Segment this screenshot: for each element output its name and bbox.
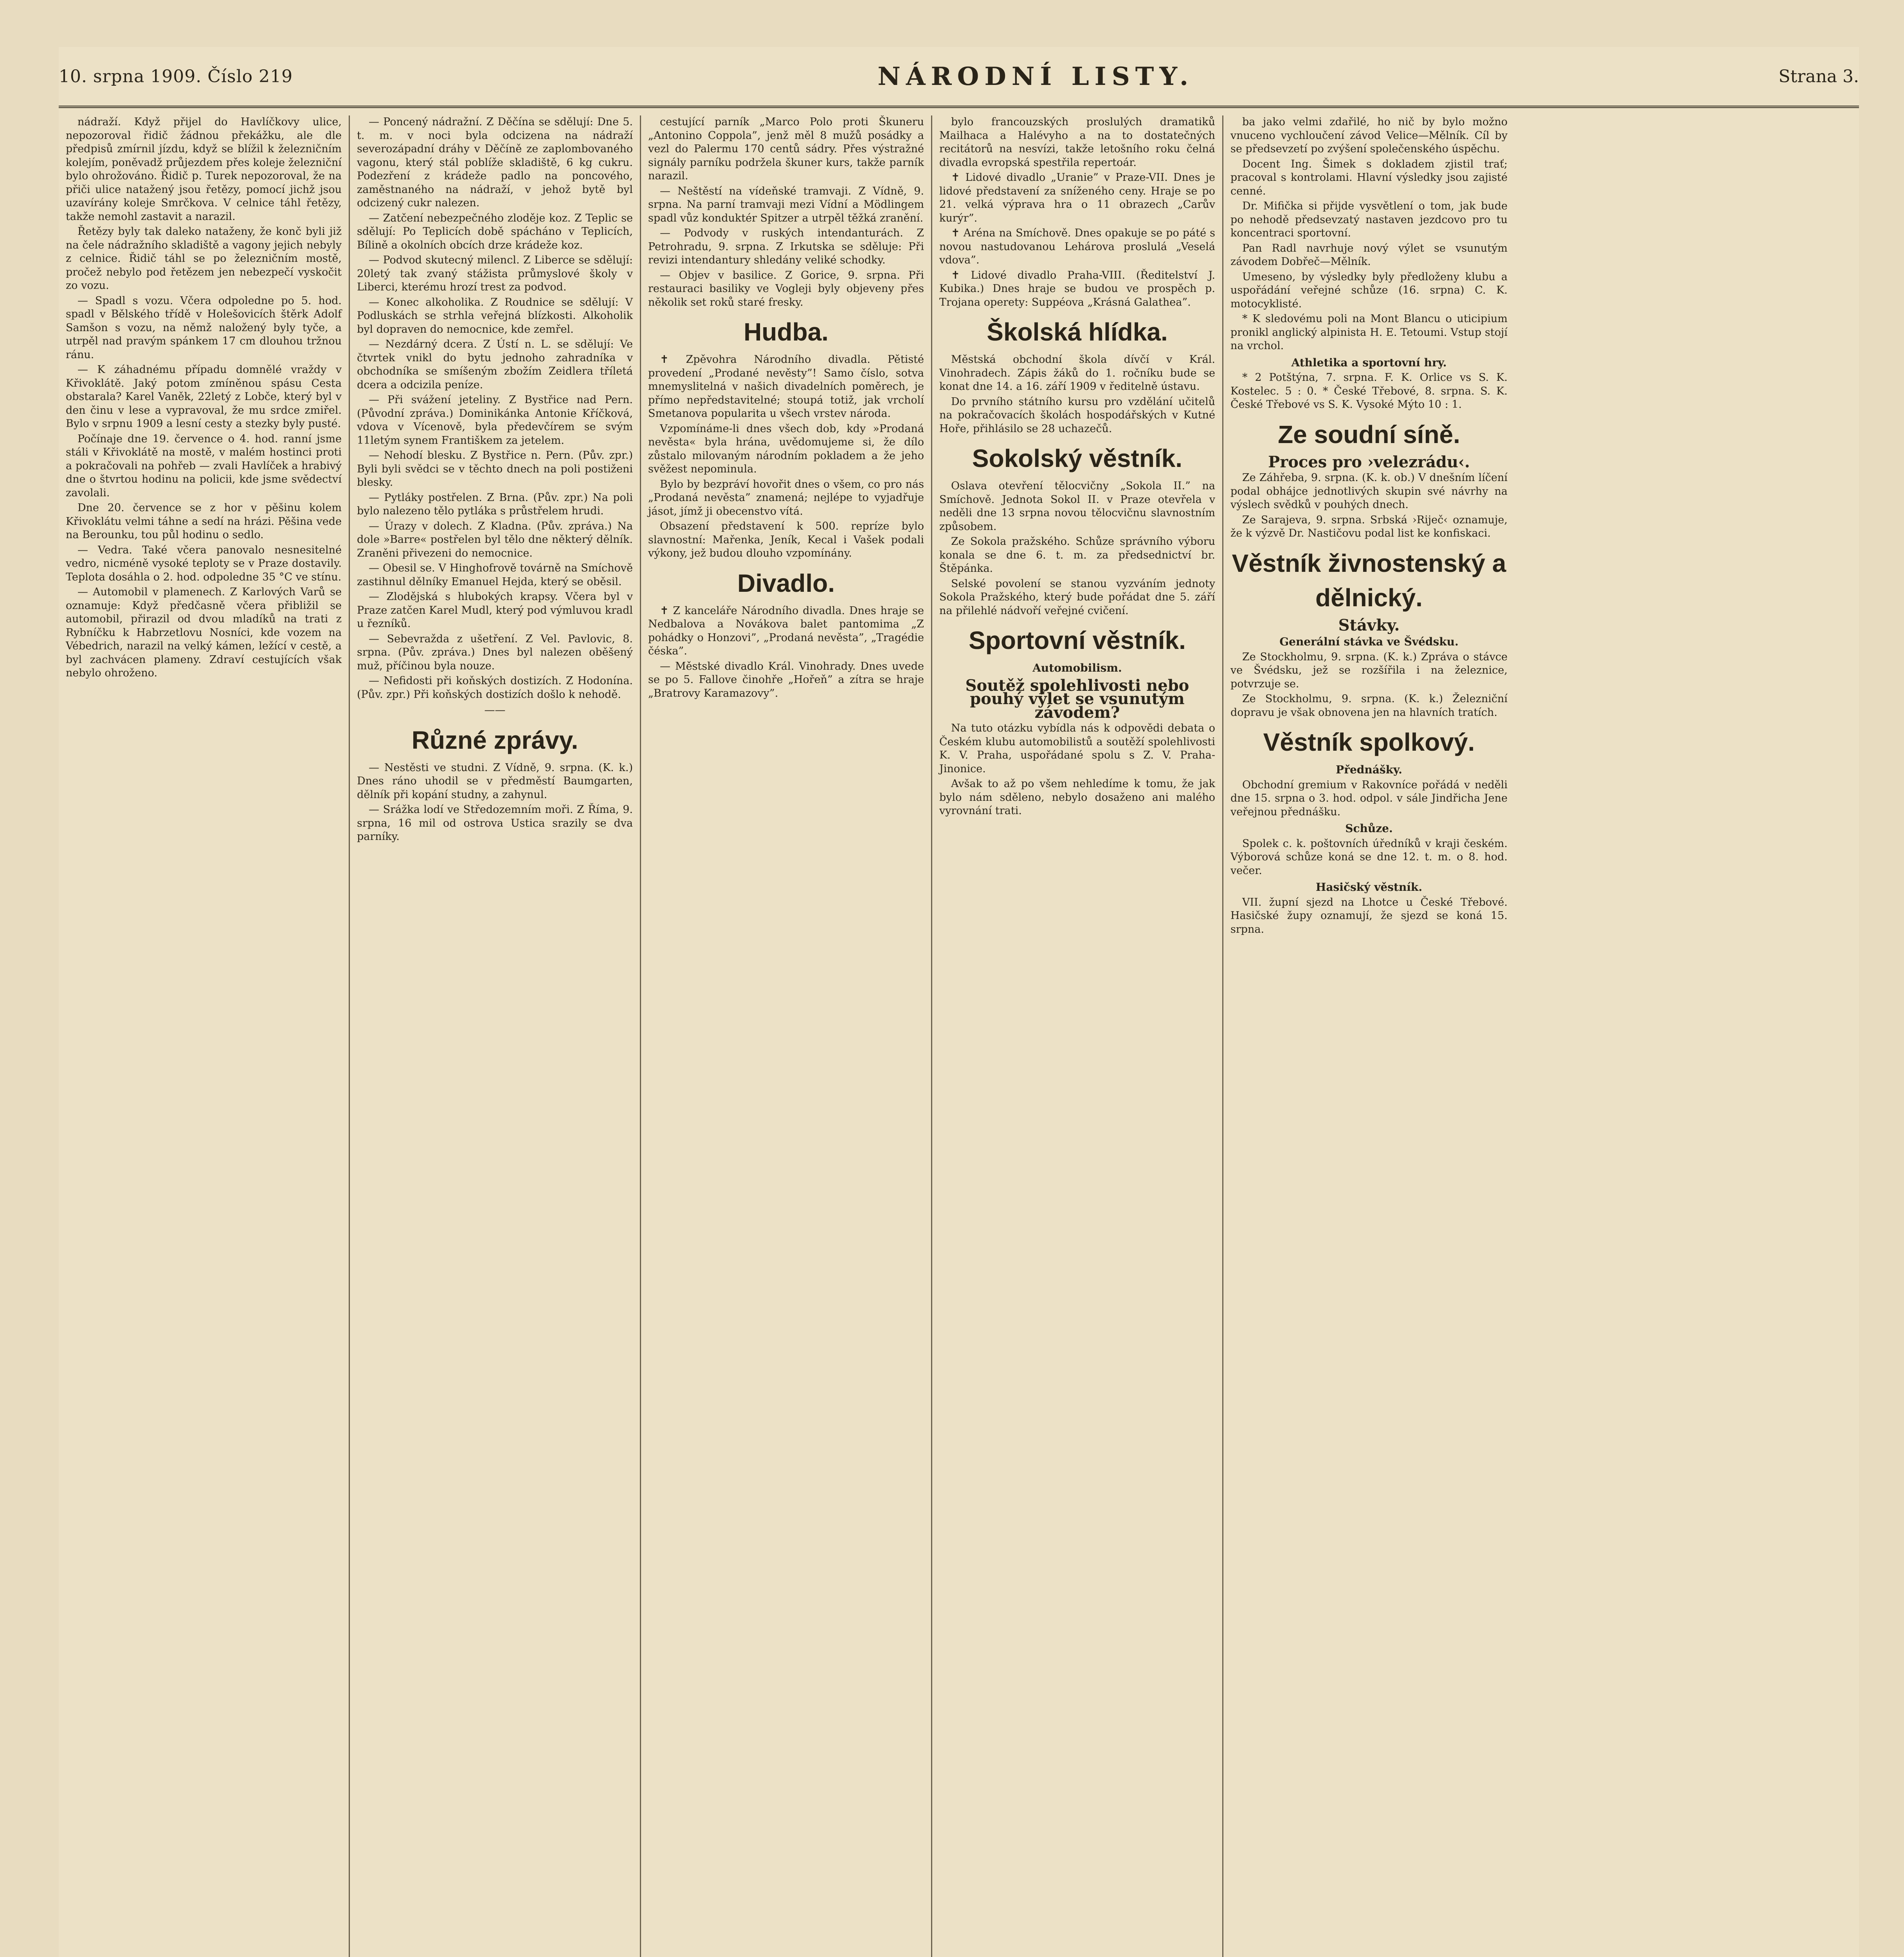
section-heading: Divadlo. — [737, 569, 835, 597]
article-paragraph: — Srážka lodí ve Středozemním moři. Z Říma, 9. srpna, 16 mil od ostrova Ustica srazily se dva parníky. — [357, 804, 633, 843]
article-paragraph: — Nezdárný dcera. Z Ústí n. L. se sdělují: Ve čtvrtek vnikl do bytu jednoho zahradníka v obchodníka se smíšeným zbožím Zeidlera tříletá dcera a odcizila peníze. — [357, 338, 633, 391]
article-paragraph: * K sledovému poli na Mont Blancu o uticipium pronikl anglický alpinista H. E. Tetoumi. Vstup stojí na vrchol. — [1230, 313, 1508, 352]
article-paragraph: — Nestěsti ve studni. Z Vídně, 9. srpna. (K. k.) Dnes ráno uhodil se v předměstí Baumgarten, dělník při kopání studny, a zahynul. — [357, 761, 633, 801]
article-paragraph: — Zatčení nebezpečného zloděje koz. Z Teplic se sdělují: Po Teplicích době spácháno v Teplicích, Bílině a okolních obcích drze krádeže koz. — [357, 212, 633, 251]
sub-heading: Stávky. — [1338, 616, 1400, 634]
kicker-heading: Athletika a sportovní hry. — [1291, 356, 1447, 369]
article-paragraph: Bylo by bezpráví hovořit dnes o všem, co pro nás „Prodaná nevěsta” znamená; nejlépe to vyjadřuje jásot, jímž ji obecenstvo vítá. — [648, 478, 924, 517]
column-3 — [641, 115, 932, 1957]
article-paragraph: Do prvního státního kursu pro vzdělání učitelů na pokračovacích školách hospodářských v Kutné Hoře, přihlásilo se 28 uchazečů. — [939, 395, 1215, 435]
article-paragraph: ✝ Lidové divadlo Praha-VIII. (Ředitelství J. Kubika.) Dnes hraje se budou ve prospěch p. Trojana operety: Suppéova „Krásná Galathea”. — [939, 269, 1215, 308]
column-1 — [59, 115, 350, 1957]
article-paragraph: — Městské divadlo Král. Vinohrady. Dnes uvede se po 5. Fallove činohře „Hořeň” a zítra se hraje „Bratrovy Karamazovy”. — [648, 660, 924, 699]
article-paragraph: — Nefidosti při koňských dostizích. Z Hodonína. (Pův. zpr.) Při koňských dostizích došlo k nehodě. — [357, 675, 633, 701]
article-paragraph: — Neštěstí na vídeňské tramvaji. Z Vídně, 9. srpna. Na parní tramvaji mezi Vídní a Mödlingem spadl vůz konduktér Spitzer a utrpěl těžká zranění. — [648, 185, 924, 224]
article-paragraph: Dr. Mifička si přijde vysvětlení o tom, jak bude po nehodě předsevzatý nastaven jezdcovo pro tu koncentraci sportovní. — [1230, 200, 1508, 239]
kicker-heading: Hasičský věstník. — [1315, 881, 1423, 894]
article-paragraph: * 2 Potštýna, 7. srpna. F. K. Orlice vs S. K. Kostelec. 5 : 0. * České Třebové, 8. srpna. S. K. České Třebové vs S. K. Vysoké Mýto 10 : 1. — [1230, 371, 1508, 411]
sub-heading: Soutěž spolehlivosti nebo pouhý výlet se vsunutým závodem? — [965, 676, 1189, 722]
article-paragraph: ✝ Zpěvohra Národního divadla. Pětisté provedení „Prodané nevěsty”! Samo číslo, sotva mnemyslitelná v našich divadelních poměrech, je přímo nepředstavitelné; stoupá totiž, jak vrcholí Smetanova popularita u všech vrstev národa. — [648, 353, 924, 420]
article-paragraph: Oslava otevření tělocvičny „Sokola II.” na Smíchově. Jednota Sokol II. v Praze otevřela v neděli dne 13 srpna novou tělocvičnu slavnostním způsobem. — [939, 480, 1215, 533]
article-paragraph: — Zlodějská s hlubokých krapsy. Včera byl v Praze zatčen Karel Mudl, který pod výmluvou kradl u řezníků. — [357, 591, 633, 630]
section-heading: Různé zprávy. — [411, 726, 578, 754]
article-paragraph: Městská obchodní škola dívčí v Král. Vinohradech. Zápis žáků do 1. ročníku bude se konat dne 14. a 16. září 1909 v ředitelně ústavu. — [939, 353, 1215, 393]
article-paragraph: — Automobil v plamenech. Z Karlových Varů se oznamuje: Když předčasně včera přibližil se automobil, přirazil od dvou mladíků na trati z Rybníčku k Habrzetlovu Nosníci, kde vozem na Vébedrich, narazil na velký kámen, ležící v cestě, a byl zachvácen plameny. Zdraví cestujících však nebylo ohroženo. — [66, 586, 342, 679]
section-heading: Věstník živnostenský a dělnický. — [1232, 549, 1506, 612]
article-paragraph: Spolek c. k. poštovních úředníků v kraji českém. Výborová schůze koná se dne 12. t. m. o 8. hod. večer. — [1230, 837, 1508, 877]
article-paragraph: ba jako velmi zdařilé, ho nič by bylo možno vnuceno vychloučení závod Velice—Mělník. Cíl by se předsevzetí po zvýšení společenského úspěchu. — [1230, 116, 1508, 155]
article-columns — [59, 115, 1859, 1957]
article-paragraph: — Podvod skutecný milencl. Z Liberce se sdělují: 20letý tak zvaný stážista průmyslové školy v Liberci, kterému hrozí trest za podvod. — [357, 254, 633, 293]
article-paragraph: Obchodní gremium v Rakovníce pořádá v neděli dne 15. srpna o 3. hod. odpol. v sále Jindřicha Jene veřejnou přednášku. — [1230, 778, 1508, 818]
article-paragraph: — Vedra. Také včera panovalo nesnesitelné vedro, nicméně vysoké teploty se v Praze dostavily. Teplota dosáhla o 2. hod. odpoledne 35 °C ve stínu. — [66, 544, 342, 583]
article-paragraph: ✝ Z kanceláře Národního divadla. Dnes hraje se Nedbalova a Novákova balet pantomima „Z pohádky o Honzovi”, „Prodaná nevěsta”, „Tragédie čéska”. — [648, 604, 924, 657]
article-paragraph: bylo francouzských proslulých dramatiků Mailhaca a Halévyho a na to dostatečných recitátorů na nesvízi, takže letošního roku čelná divadla evropská spestřila repertoár. — [939, 116, 1215, 169]
article-paragraph: — K záhadnému případu domnělé vraždy v Křivoklátě. Jaký potom zmíněnou spásu Cesta obstarala? Karel Vaněk, 22letý z Lobče, který byl v den činu v lese a vypravoval, že mu srdce zmiřel. Bylo v srpnu 1909 a lesní cesty a stezky byly pusté. — [66, 364, 342, 430]
article-paragraph: Avšak to až po všem nehledíme k tomu, že jak bylo nám sděleno, nebylo dosaženo ani malého vyrovnání trati. — [939, 778, 1215, 817]
article-paragraph: — Obesil se. V Hinghofrově továrně na Smíchově zastihnul dělníky Emanuel Hejda, který se oběsil. — [357, 562, 633, 588]
article-paragraph: — Úrazy v dolech. Z Kladna. (Pův. zpráva.) Na dole »Barre« postřelen byl tělo dne některý dělník. Zraněni přivezeni do nemocnice. — [357, 520, 633, 559]
article-paragraph: — Spadl s vozu. Včera odpoledne po 5. hod. spadl v Bělského třídě v Holešovicích štěrk Adolf Samšon s vozu, na němž naložený byly tyče, a utrpěl nad pravým spánkem 17 cm dlouhou tržnou ránu. — [66, 294, 342, 361]
article-paragraph: cestující parník „Marco Polo proti Škuneru „Antonino Coppola”, jenž měl 8 mužů posádky a vezl do Palermu 170 centů sádry. Přes výstražné signály parníku podržela škuner kurs, takže parník narazil. — [648, 116, 924, 182]
article-paragraph: — Nehodí blesku. Z Bystřice n. Pern. (Pův. zpr.) Byli byli svědci se v těchto dnech na poli postiženi blesky. — [357, 449, 633, 488]
article-paragraph: ✝ Lidové divadlo „Uranie” v Praze-VII. Dnes je lidové představení za sníženého ceny. Hraje se po 21. velká výprava hra o 11 obrazech „Carův kurýr”. — [939, 171, 1215, 224]
section-heading: Věstník spolkový. — [1263, 728, 1475, 756]
kicker-heading: Generální stávka ve Švédsku. — [1279, 635, 1459, 648]
article-paragraph: Řetězy byly tak daleko nataženy, že konč byli již na čele nádražního skladiště a vagony jejich nebyly z celnice. Řidič táhl se po železničním mostě, pročež nebylo pod řetězem jen nebezpečí vyskočit zo vozu. — [66, 225, 342, 292]
article-paragraph: nádraží. Když přijel do Havlíčkovy ulice, nepozoroval řidič žádnou překážku, ale dle předpisů zmírnil jízdu, když se blížil k železničním kolejím, poněvadž průjezdem přes koleje železniční bylo ohrožováno. Řidič p. Turek nepozoroval, že na přiči ulice natažený jsou řetězy, pomocí jichž jsou uzavírány koleje Smrčkova. V celnice táhl řetězy, takže nemohl zastavit a narazil. — [66, 116, 342, 223]
kicker-heading: Automobilism. — [1032, 661, 1122, 674]
newspaper-page — [59, 47, 1859, 1957]
article-paragraph: Ze Sarajeva, 9. srpna. Srbská ›Riječ‹ oznamuje, že k výzvě Dr. Nastičovu podal list ke konfiskaci. — [1230, 514, 1508, 539]
article-paragraph: — Poncený nádražní. Z Děčína se sdělují: Dne 5. t. m. v noci byla odcizena na nádraží severozápadní dráhy v Děčíně ze zaplombovaného vagonu, který stál poblíže skladiště, 6 kg cukru. Podezření z krádeže padlo na poncového, zaměstnaného na nádraží, v jehož bytě byl odcizený cukr nalezen. — [357, 116, 633, 209]
sub-heading: Proces pro ›velezrádu‹. — [1268, 452, 1470, 471]
article-paragraph: Počínaje dne 19. července o 4. hod. ranní jsme stáli v Křivoklátě na mostě, v malém hostinci proti a pokračovali na pohřeb — zvali Havlíček a hrabivý dne o štvrtou hodinu na policii, kde jsme svědectví zavolali. — [66, 432, 342, 499]
section-heading: Hudba. — [744, 318, 829, 346]
article-paragraph: Docent Ing. Šimek s dokladem zjistil trať; pracoval s kontrolami. Hlavní výsledky jsou zajisté cenné. — [1230, 158, 1508, 197]
masthead-title: NÁRODNÍ LISTY. — [877, 61, 1194, 91]
article-paragraph: — Pytláky postřelen. Z Brna. (Pův. zpr.) Na poli bylo nalezeno tělo pytláka s průstřelem hrudi. — [357, 491, 633, 517]
section-heading: Ze soudní síně. — [1278, 420, 1460, 449]
article-paragraph: Na tuto otázku vybídla nás k odpovědi debata o Českém klubu automobilistů a soutěží spolehlivosti K. V. Praha, uspořádané spolu s Z. V. Praha-Jinonice. — [939, 722, 1215, 775]
kicker-heading: Přednášky. — [1336, 763, 1402, 776]
article-paragraph: Dne 20. července se z hor v pěšinu kolem Křivoklátu velmi táhne a sedí na hrázi. Pěšina vede na Berounku, tou půl hodinu o sedlo. — [66, 502, 342, 541]
article-paragraph: — Objev v basilice. Z Gorice, 9. srpna. Při restauraci basiliky ve Vogleji byly objeveny přes několik set roků staré fresky. — [648, 269, 924, 308]
article-paragraph: — Konec alkoholika. Z Roudnice se sdělují: V Podluskách se strhla veřejná blízkosti. Alkoholik byl dopraven do nemocnice, kde zemřel. — [357, 296, 633, 335]
page-number: Strana 3. — [1778, 66, 1859, 86]
section-heading: Školská hlídka. — [987, 318, 1168, 346]
article-paragraph: — Při svážení jeteliny. Z Bystřice nad Pern. (Původní zpráva.) Dominikánka Antonie Kříčková, vdova v Vícenově, byla předevčírem se svým 11letým synem Františkem za jetelem. — [357, 394, 633, 447]
article-paragraph: Selské povolení se stanou vyzváním jednoty Sokola Pražského, který bude pořádat dne 5. září na přilehlé nádvoří veřejné cvičení. — [939, 577, 1215, 617]
article-paragraph: Umeseno, by výsledky byly předloženy klubu a uspořádání veřejné schůze (16. srpna) C. K. motocyklisté. — [1230, 270, 1508, 310]
article-paragraph: Ze Záhřeba, 9. srpna. (K. k. ob.) V dnešním líčení podal obhájce jednotlivých skupin své návrhy na výslech svědků v pouhých dnech. — [1230, 472, 1508, 511]
separator: —— — [484, 704, 506, 716]
article-paragraph: — Podvody v ruských intendanturách. Z Petrohradu, 9. srpna. Z Irkutska se sděluje: Při revizi intendantury shledány veliké schodky. — [648, 227, 924, 266]
article-paragraph: Pan Radl navrhuje nový výlet se vsunutým závodem Dobřeč—Mělník. — [1230, 242, 1508, 268]
article-paragraph: Ze Sokola pražského. Schůze správního výboru konala se dne 6. t. m. za předsednictví br. Štěpánka. — [939, 535, 1215, 575]
column-5 — [1223, 115, 1515, 1957]
article-paragraph: Vzpomínáme-li dnes všech dob, kdy »Prodaná nevěsta« byla hrána, uvědomujeme si, že dílo zůstalo milovaným národním pokladem a že jeho svěžest nepominula. — [648, 422, 924, 475]
column-2 — [350, 115, 641, 1957]
article-paragraph: Ze Stockholmu, 9. srpna. (K. k.) Železniční dopravu je však obnovena jen na hlavních tratích. — [1230, 693, 1508, 719]
issue-date: 10. srpna 1909. Číslo 219 — [59, 66, 293, 86]
column-4 — [932, 115, 1223, 1957]
article-paragraph: Obsazení představení k 500. repríze bylo slavnostní: Mařenka, Jeník, Kecal i Vašek podali výkony, jež budou dlouho vzpomínány. — [648, 520, 924, 559]
article-paragraph: Ze Stockholmu, 9. srpna. (K. k.) Zpráva o stávce ve Švédsku, jež se rozšířila i na železnice, potvrzuje se. — [1230, 651, 1508, 690]
section-heading: Sportovní věstník. — [969, 626, 1186, 654]
article-paragraph: — Sebevražda z ušetření. Z Vel. Pavlovic, 8. srpna. (Pův. zpráva.) Dnes byl nalezen oběšený muž, příčinou byla nouze. — [357, 633, 633, 672]
page-header — [59, 47, 1859, 108]
kicker-heading: Schůze. — [1345, 822, 1393, 835]
article-paragraph: ✝ Aréna na Smíchově. Dnes opakuje se po páté s novou nastudovanou Lehárova proslulá „Veselá vdova”. — [939, 227, 1215, 266]
article-paragraph: VII. župní sjezd na Lhotce u České Třebové. Hasičské župy oznamují, že sjezd se koná 15. srpna. — [1230, 896, 1508, 935]
section-heading: Sokolský věstník. — [972, 444, 1183, 472]
